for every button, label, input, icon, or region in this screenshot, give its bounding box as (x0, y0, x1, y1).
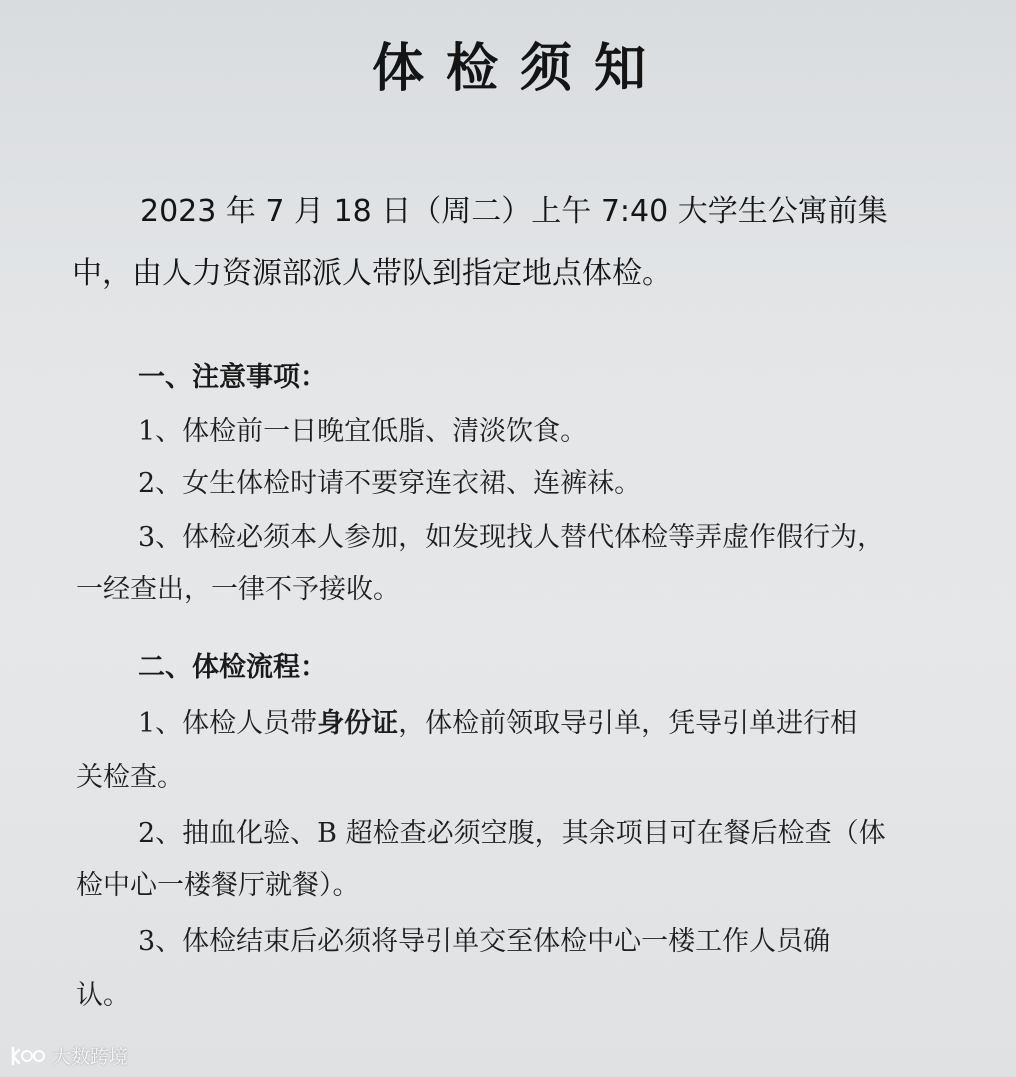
section2-item-3: 3、体检结束后必须将导引单交至体检中心一楼工作人员确 (138, 926, 831, 957)
section2-item-2: 2、抽血化验、B 超检查必须空腹，其余项目可在餐后检查（体 (138, 818, 886, 849)
section1-item-1: 1、体检前一日晚宜低脂、清淡饮食。 (138, 416, 588, 447)
watermark-text: 大数跨境 (52, 1046, 129, 1068)
section1-item-3: 3、体检必须本人参加，如发现找人替代体检等弄虚作假行为， (138, 522, 885, 553)
section2-item-3-cont: 认。 (76, 980, 130, 1011)
intro-line-1: 2023 年 7 月 18 日（周二）上午 7:40 大学生公寓前集 (140, 194, 888, 229)
section2-heading: 二、体检流程： (138, 652, 327, 683)
section1-heading: 一、注意事项： (138, 362, 327, 393)
section2-item-2-cont: 检中心一楼餐厅就餐）。 (76, 870, 360, 901)
section2-item-1-cont: 关检查。 (76, 762, 184, 793)
section2-item-1-prefix: 1、体检人员带 (138, 708, 318, 739)
id-card-emphasis: 身份证 (317, 708, 399, 739)
kdo-logo-icon (10, 1045, 48, 1067)
section2-item-1-suffix: ，体检前领取导引单，凭导引单进行相 (398, 708, 858, 739)
section1-item-3-cont: 一经查出，一律不予接收。 (76, 574, 400, 605)
page-title: 体检须知 (371, 38, 668, 99)
watermark (10, 1042, 128, 1069)
intro-line-2: 中，由人力资源部派人带队到指定地点体检。 (72, 256, 672, 291)
section1-item-2: 2、女生体检时请不要穿连衣裙、连裤袜。 (138, 468, 642, 499)
section2-item-1 (138, 702, 857, 746)
